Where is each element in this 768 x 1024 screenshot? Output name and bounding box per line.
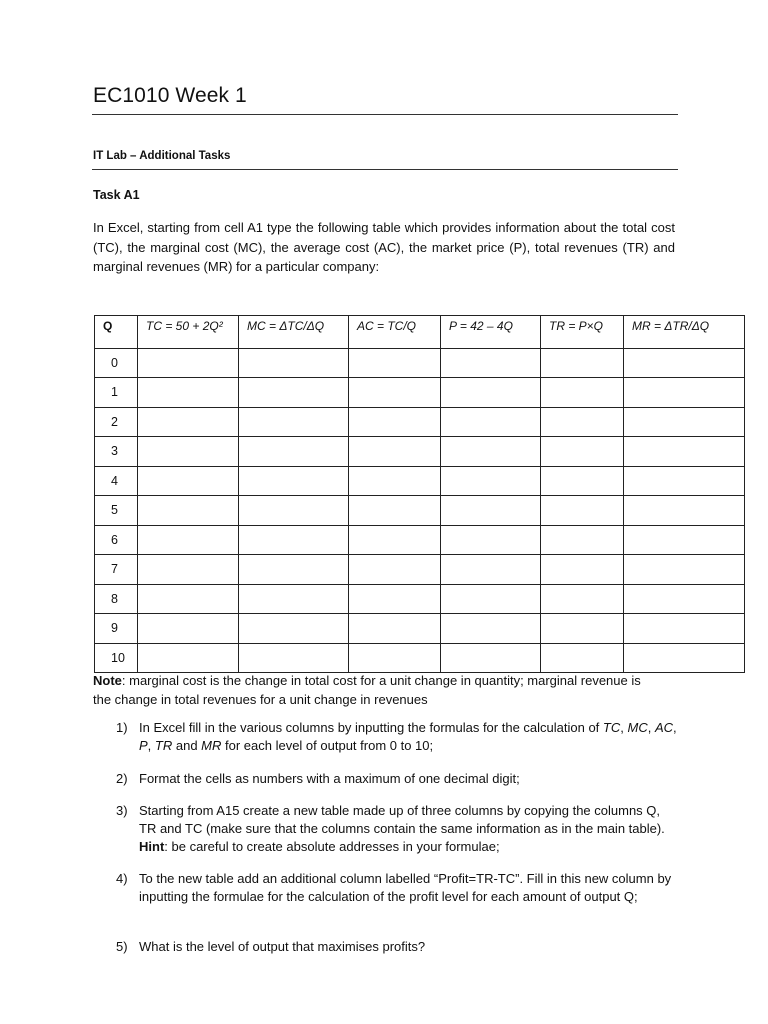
- empty-cell: [349, 407, 441, 437]
- subtitle-divider: [92, 169, 678, 170]
- task-text-segment: To the new table add an additional column labelled “Profit=TR-TC”. Fill in this new column by inputting the formulae for the calculation of the profit level for each amount of output Q;: [139, 871, 672, 904]
- q-value-cell: 6: [95, 525, 138, 555]
- task-text-segment: Format the cells as numbers with a maximum of one decimal digit;: [139, 771, 520, 786]
- task-text-segment: What is the level of output that maximises profits?: [139, 939, 426, 954]
- empty-cell: [441, 496, 541, 526]
- header-p: P = 42 – 4Q: [441, 316, 541, 349]
- q-value-cell: 10: [95, 643, 138, 673]
- empty-cell: [624, 378, 745, 408]
- q-value-cell: 1: [95, 378, 138, 408]
- empty-cell: [239, 466, 349, 496]
- task-text: [139, 719, 679, 755]
- table-header-row: [95, 316, 745, 349]
- header-tr: TR = P×Q: [541, 316, 624, 349]
- empty-cell: [138, 525, 239, 555]
- task-text-segment: P: [139, 738, 148, 753]
- empty-cell: [349, 614, 441, 644]
- empty-cell: [441, 555, 541, 585]
- empty-cell: [239, 525, 349, 555]
- table-row: [95, 348, 745, 378]
- empty-cell: [541, 496, 624, 526]
- empty-cell: [624, 496, 745, 526]
- task-text-segment: Starting from A15 create a new table made up of three columns by copying the columns Q, TR and TC (make sure that the columns contain the same information as in the main table).: [139, 803, 665, 836]
- q-value-cell: 9: [95, 614, 138, 644]
- empty-cell: [541, 378, 624, 408]
- empty-cell: [541, 614, 624, 644]
- task-text-segment: ,: [620, 720, 628, 735]
- empty-cell: [239, 378, 349, 408]
- empty-cell: [441, 525, 541, 555]
- q-value-cell: 4: [95, 466, 138, 496]
- document-subtitle: IT Lab – Additional Tasks: [93, 150, 231, 162]
- task-number: 4): [116, 871, 128, 886]
- table-row: [95, 496, 745, 526]
- empty-cell: [349, 584, 441, 614]
- task-text-segment: TC: [602, 720, 621, 735]
- table-row: [95, 378, 745, 408]
- table-row: [95, 407, 745, 437]
- q-value-cell: 8: [95, 584, 138, 614]
- table-row: [95, 525, 745, 555]
- task-text: [139, 802, 679, 856]
- empty-cell: [138, 466, 239, 496]
- note-label: Note: [93, 673, 122, 688]
- empty-cell: [541, 525, 624, 555]
- empty-cell: [349, 437, 441, 467]
- task-text: [139, 870, 679, 906]
- task-number: 2): [116, 771, 128, 786]
- empty-cell: [541, 584, 624, 614]
- empty-cell: [541, 348, 624, 378]
- empty-cell: [239, 496, 349, 526]
- note-paragraph: [93, 671, 653, 709]
- empty-cell: [239, 643, 349, 673]
- empty-cell: [441, 437, 541, 467]
- empty-cell: [624, 466, 745, 496]
- cost-revenue-table: [94, 315, 745, 673]
- empty-cell: [349, 378, 441, 408]
- header-tc: TC = 50 + 2Q²: [138, 316, 239, 349]
- empty-cell: [349, 348, 441, 378]
- q-value-cell: 3: [95, 437, 138, 467]
- task-number: 5): [116, 939, 128, 954]
- task-heading: Task A1: [93, 188, 140, 202]
- empty-cell: [541, 437, 624, 467]
- table-row: [95, 437, 745, 467]
- empty-cell: [624, 525, 745, 555]
- empty-cell: [441, 348, 541, 378]
- empty-cell: [441, 407, 541, 437]
- task-text-segment: AC: [654, 720, 673, 735]
- empty-cell: [441, 378, 541, 408]
- empty-cell: [349, 496, 441, 526]
- q-value-cell: 2: [95, 407, 138, 437]
- empty-cell: [441, 584, 541, 614]
- empty-cell: [624, 614, 745, 644]
- empty-cell: [441, 614, 541, 644]
- table-row: [95, 466, 745, 496]
- title-divider: [92, 114, 678, 115]
- empty-cell: [138, 407, 239, 437]
- task-text: [139, 938, 679, 956]
- empty-cell: [541, 407, 624, 437]
- empty-cell: [138, 496, 239, 526]
- empty-cell: [138, 643, 239, 673]
- empty-cell: [624, 348, 745, 378]
- empty-cell: [349, 555, 441, 585]
- empty-cell: [541, 466, 624, 496]
- header-q: Q: [95, 316, 138, 349]
- task-text-segment: ,: [147, 738, 155, 753]
- empty-cell: [349, 525, 441, 555]
- empty-cell: [624, 555, 745, 585]
- header-ac: AC = TC/Q: [349, 316, 441, 349]
- task-text-segment: TR: [154, 738, 173, 753]
- task-text-segment: In Excel fill in the various columns by inputting the formulas for the calculation of: [139, 720, 603, 735]
- empty-cell: [441, 466, 541, 496]
- empty-cell: [138, 348, 239, 378]
- empty-cell: [239, 348, 349, 378]
- task-text-segment: Hint: [139, 839, 165, 854]
- empty-cell: [349, 643, 441, 673]
- empty-cell: [138, 555, 239, 585]
- empty-cell: [138, 437, 239, 467]
- empty-cell: [624, 584, 745, 614]
- task-text: [139, 770, 679, 788]
- table-row: [95, 643, 745, 673]
- empty-cell: [624, 437, 745, 467]
- intro-paragraph: In Excel, starting from cell A1 type the following table which provides information about the total cost (TC), the marginal cost (MC), the average cost (AC), the market price (P), total revenues (TR) and marginal revenues (MR) for a particular company:: [93, 220, 675, 274]
- header-mc: MC = ΔTC/ΔQ: [239, 316, 349, 349]
- empty-cell: [138, 584, 239, 614]
- table-row: [95, 614, 745, 644]
- empty-cell: [541, 643, 624, 673]
- q-value-cell: 7: [95, 555, 138, 585]
- empty-cell: [239, 614, 349, 644]
- task-text-segment: MC: [627, 720, 648, 735]
- empty-cell: [624, 407, 745, 437]
- empty-cell: [239, 407, 349, 437]
- q-value-cell: 5: [95, 496, 138, 526]
- table-row: [95, 584, 745, 614]
- header-mr: MR = ΔTR/ΔQ: [624, 316, 745, 349]
- table-row: [95, 555, 745, 585]
- empty-cell: [349, 466, 441, 496]
- task-text-segment: and: [172, 738, 202, 753]
- empty-cell: [624, 643, 745, 673]
- task-number: 1): [116, 720, 128, 735]
- empty-cell: [441, 643, 541, 673]
- task-text-segment: : be careful to create absolute addresses in your formulae;: [164, 839, 500, 854]
- task-text-segment: for each level of output from 0 to 10;: [221, 738, 434, 753]
- empty-cell: [239, 555, 349, 585]
- empty-cell: [239, 437, 349, 467]
- empty-cell: [239, 584, 349, 614]
- task-text-segment: MR: [201, 738, 222, 753]
- empty-cell: [138, 614, 239, 644]
- empty-cell: [541, 555, 624, 585]
- task-number: 3): [116, 803, 128, 818]
- task-text-segment: ,: [673, 720, 677, 735]
- empty-cell: [138, 378, 239, 408]
- note-text: : marginal cost is the change in total cost for a unit change in quantity; marginal revenue is the change in total revenues for a unit change in revenues: [93, 673, 641, 707]
- task-text-segment: ,: [647, 720, 655, 735]
- document-title: EC1010 Week 1: [93, 84, 247, 107]
- q-value-cell: 0: [95, 348, 138, 378]
